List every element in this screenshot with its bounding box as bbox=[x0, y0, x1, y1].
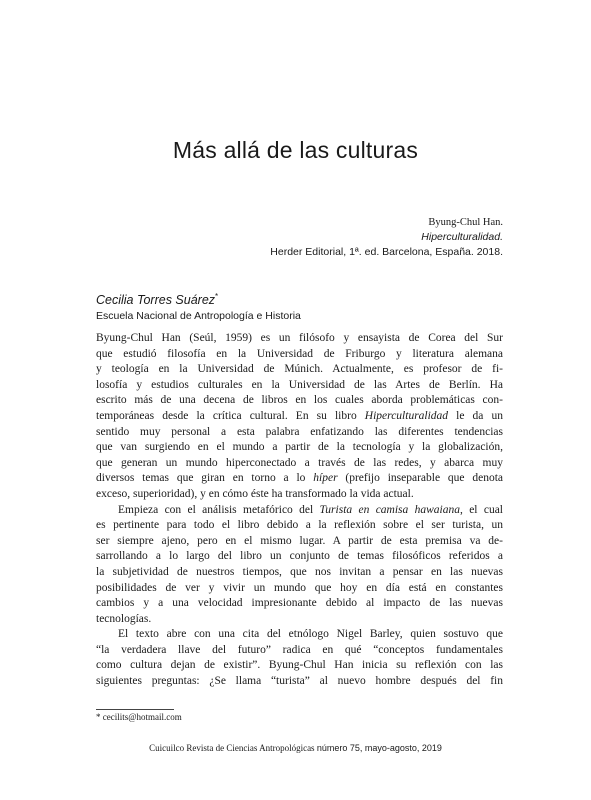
body-line: temporáneas desde la crítica cultural. En su libro Hiperculturalidad le da un bbox=[96, 409, 503, 422]
body-line: que van surgiendo en el mundo a partir de la tecnología y la globalización, bbox=[96, 441, 503, 454]
body-line: la subjetividad de nuestros tiempos, que nos invitan a pensar en las nuevas bbox=[96, 565, 503, 578]
article-body bbox=[96, 331, 503, 690]
body-line: sentido muy personal a esta palabra enfatizando las diferentes tendencias bbox=[96, 425, 503, 438]
body-line: siguientes preguntas: ¿Se llama “turista” al nuevo hombre después del fin bbox=[96, 675, 503, 688]
footer-issue: número 75, mayo-agosto, 2019 bbox=[316, 743, 442, 753]
body-line: Empieza con el análisis metafórico del Turista en camisa hawaiana, el cual bbox=[118, 503, 503, 516]
footnote-email: * cecilits@hotmail.com bbox=[96, 712, 182, 722]
article-title: Más allá de las culturas bbox=[172, 137, 419, 164]
body-line: y teología en la Universidad de Múnich. Actualmente, es profesor de fi- bbox=[96, 363, 503, 376]
body-line: como cultura dejan de existir”. Byung-Chul Han inicia su reflexión con las bbox=[96, 659, 503, 672]
body-line: El texto abre con una cita del etnólogo Nigel Barley, quien sostuvo que bbox=[118, 628, 503, 641]
body-line: “la verdadera llave del futuro” radica en qué “conceptos fundamentales bbox=[96, 643, 503, 656]
body-line: es pertinente para todo el libro debido a la reflexión sobre el ser turista, un bbox=[96, 519, 503, 532]
body-line: losofía y estudios culturales en la Universidad de las Artes de Berlín. Ha bbox=[96, 378, 503, 391]
reviewer-institution: Escuela Nacional de Antropología e Historia bbox=[96, 310, 301, 323]
body-line: ser siempre ajeno, pero en el mismo lugar. A partir de esta premisa va de- bbox=[96, 534, 503, 547]
body-line: que estudió filosofía en la Universidad de Friburgo y literatura alemana bbox=[96, 347, 503, 360]
reference-author: Byung-Chul Han. bbox=[428, 217, 503, 228]
page-footer bbox=[0, 743, 591, 753]
body-line: diversos temas que giran en torno a lo híper (prefijo inseparable que denota bbox=[96, 472, 503, 485]
book-reference bbox=[270, 215, 503, 260]
body-line: sarrollando a lo largo del libro un conjunto de temas filosóficos referidos a bbox=[96, 550, 503, 563]
reviewer-block bbox=[96, 288, 301, 324]
reference-book-title: Hiperculturalidad. bbox=[421, 231, 503, 243]
reviewer-name: Cecilia Torres Suárez bbox=[96, 293, 216, 308]
footer-journal-name: Cuicuilco Revista de Ciencias Antropológicas bbox=[149, 743, 315, 753]
body-line: Byung-Chul Han (Seúl, 1959) es un filósofo y ensayista de Corea del Sur bbox=[96, 332, 503, 344]
body-line: exceso, superioridad), y en cómo éste ha transformado la vida actual. bbox=[96, 487, 414, 500]
body-line: cambios y a una velocidad impresionante debido al impacto de las nuevas bbox=[96, 597, 503, 610]
body-line: posibilidades de ver y vivir un mundo que hoy en día está en constantes bbox=[96, 581, 503, 594]
reviewer-footnote-mark: * bbox=[215, 292, 219, 301]
body-line: escrito más de una decena de libros en los cuales aborda problemáticas con- bbox=[96, 394, 503, 407]
body-line: tecnologías. bbox=[96, 612, 152, 625]
reviewer-name-line bbox=[96, 288, 301, 309]
footnote-divider bbox=[96, 709, 174, 710]
body-line: que generan un mundo hiperconectado a través de las redes, y abarca muy bbox=[96, 456, 503, 469]
reference-publication: Herder Editorial, 1ª. ed. Barcelona, España. 2018. bbox=[270, 246, 503, 258]
